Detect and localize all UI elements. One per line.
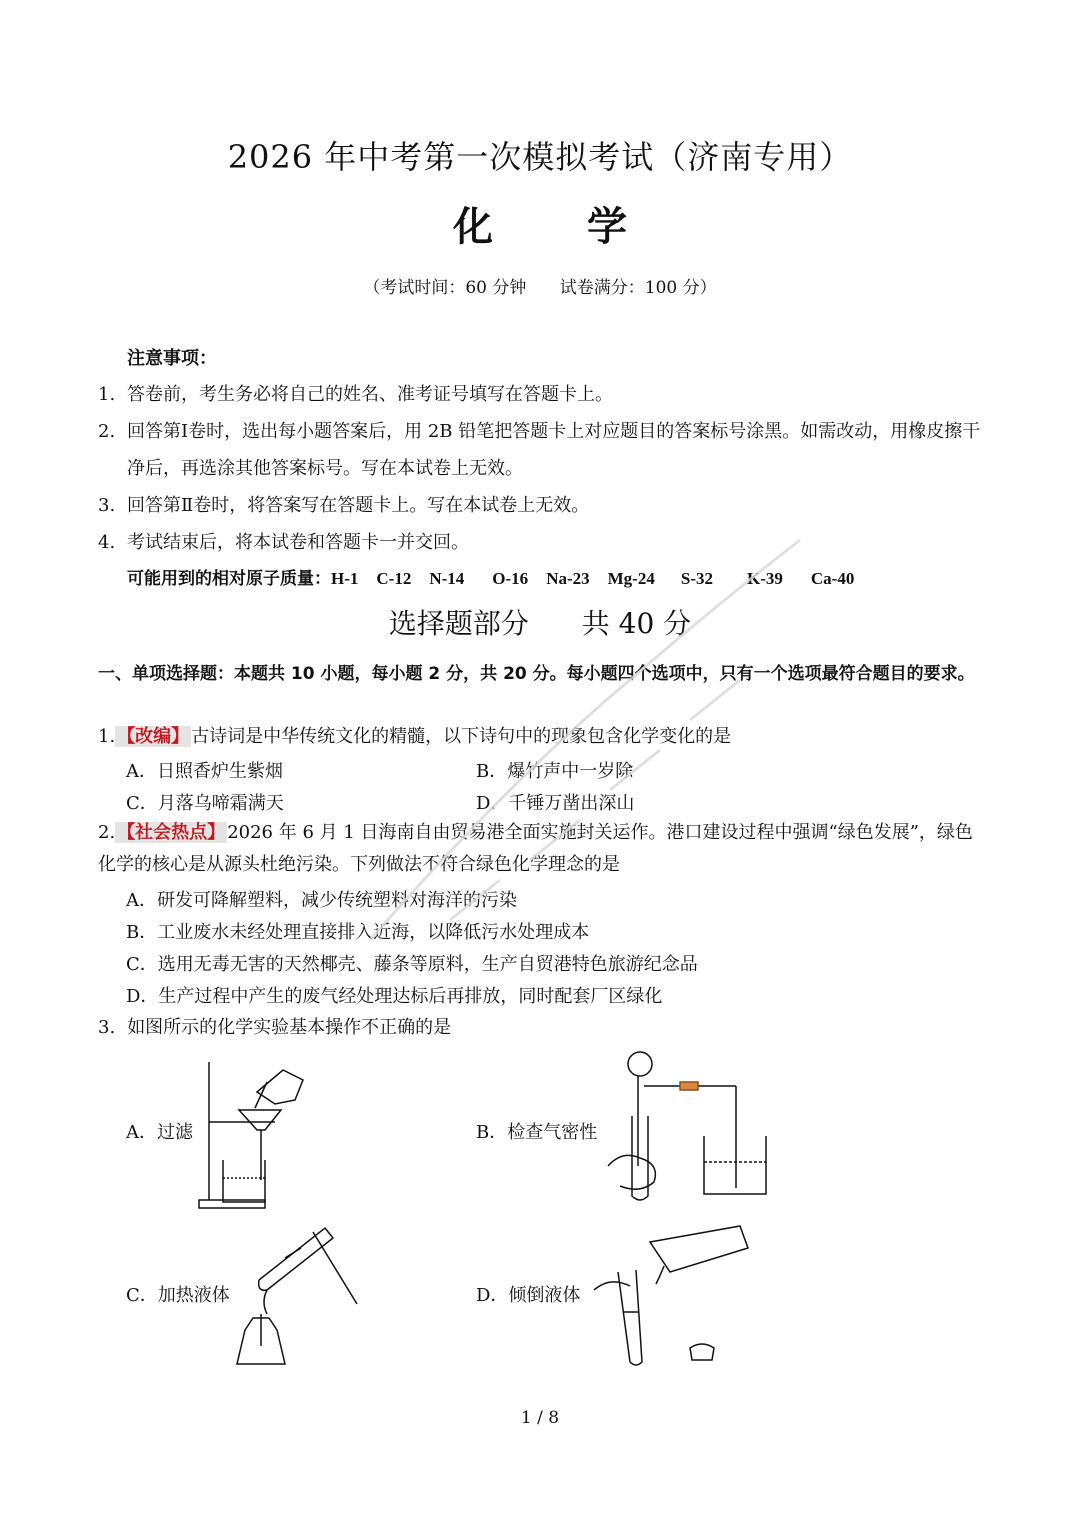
full-score: 试卷满分：100 分） [559,278,717,298]
section-heading [0,602,1080,642]
q2-option-a: A．研发可降解塑料，减少传统塑料对海洋的污染 [126,890,517,911]
atomic-mass-value: O-16 [492,569,529,588]
question-text: 如图所示的化学实验基本操作不正确的是 [127,1017,452,1038]
question-number: 2. [98,822,116,843]
atomic-mass-value: K-39 [746,569,783,588]
atomic-mass-value: Ca-40 [810,569,855,588]
section-total: 共 40 分 [581,607,692,640]
q1-option-d: D．千锤万凿出深山 [476,793,635,814]
airtightness-figure [600,1046,775,1206]
q1-option-c: C．月落乌啼霜满天 [126,793,284,814]
question-tag: 【社会热点】 [117,822,226,843]
q3-option-a: A．过滤 [126,1122,193,1143]
q3-option-c: C．加热液体 [126,1285,230,1306]
q1-option-a: A．日照香炉生紫烟 [126,761,283,782]
q1-option-b: B．爆竹声中一岁除 [476,761,634,782]
question-number: 3. [98,1017,116,1038]
atomic-mass-value: Na-23 [546,569,590,588]
subject-title: 化 学 [453,203,667,250]
section-instruction: 一、单项选择题：本题共 10 小题，每小题 2 分，共 20 分。每小题四个选项中，只有一个选项最符合题目的要求。 [98,664,975,684]
atomic-mass-value: Mg-24 [607,569,655,588]
heating-liquid-figure [225,1218,365,1370]
atomic-mass-value: N-14 [429,569,465,588]
atomic-mass-label: 可能用到的相对原子质量： [127,569,331,589]
notes-heading: 注意事项： [127,348,217,369]
atomic-mass-value: H-1 [331,569,359,588]
question-1-stem [98,721,998,753]
notes-list [98,376,998,561]
question-text: 古诗词是中华传统文化的精髓，以下诗句中的现象包含化学变化的是 [191,726,732,747]
atomic-mass-value: C-12 [376,569,412,588]
note-item: 2. 回答第Ⅰ卷时，选出每小题答案后，用 2B 铅笔把答题卡上对应题目的答案标号涂黑。如需改动，用橡皮擦干净后，再选涂其他答案标号。写在本试卷上无效。 [98,421,981,479]
q3-option-d: D．倾倒液体 [476,1285,581,1306]
note-item: 3. 回答第Ⅱ卷时，将答案写在答题卡上。写在本试卷上无效。 [98,495,590,516]
atomic-mass-line [127,564,854,589]
exam-time: （考试时间：60 分钟 [363,278,527,298]
exam-title: 2026 年中考第一次模拟考试（济南专用） [227,138,853,176]
note-item: 4. 考试结束后，将本试卷和答题卡一并交回。 [98,532,469,553]
question-3-stem [98,1012,998,1044]
exam-info [0,273,1080,298]
q3-option-b: B．检查气密性 [476,1122,598,1143]
page-number: 1 / 8 [520,1408,560,1428]
question-text: 2026 年 6 月 1 日海南自由贸易港全面实施封关运作。港口建设过程中强调“绿色发展”，绿色化学的核心是从源头杜绝污染。下列做法不符合绿色化学理念的是 [98,822,973,875]
pouring-liquid-figure [590,1212,765,1370]
question-tag: 【改编】 [117,726,190,747]
section-name: 选择题部分 [388,607,529,640]
note-item: 1. 答卷前，考生务必将自己的姓名、准考证号填写在答题卡上。 [98,384,613,405]
atomic-mass-value: S-32 [680,569,713,588]
q2-option-b: B．工业废水未经处理直接排入近海，以降低污水处理成本 [126,922,590,943]
q2-option-c: C．选用无毒无害的天然椰壳、藤条等原料，生产自贸港特色旅游纪念品 [126,954,698,975]
filtration-figure [195,1052,315,1217]
q2-option-d: D．生产过程中产生的废气经处理达标后再排放，同时配套厂区绿化 [126,986,663,1007]
question-number: 1. [98,726,116,747]
question-2-stem [98,817,988,881]
